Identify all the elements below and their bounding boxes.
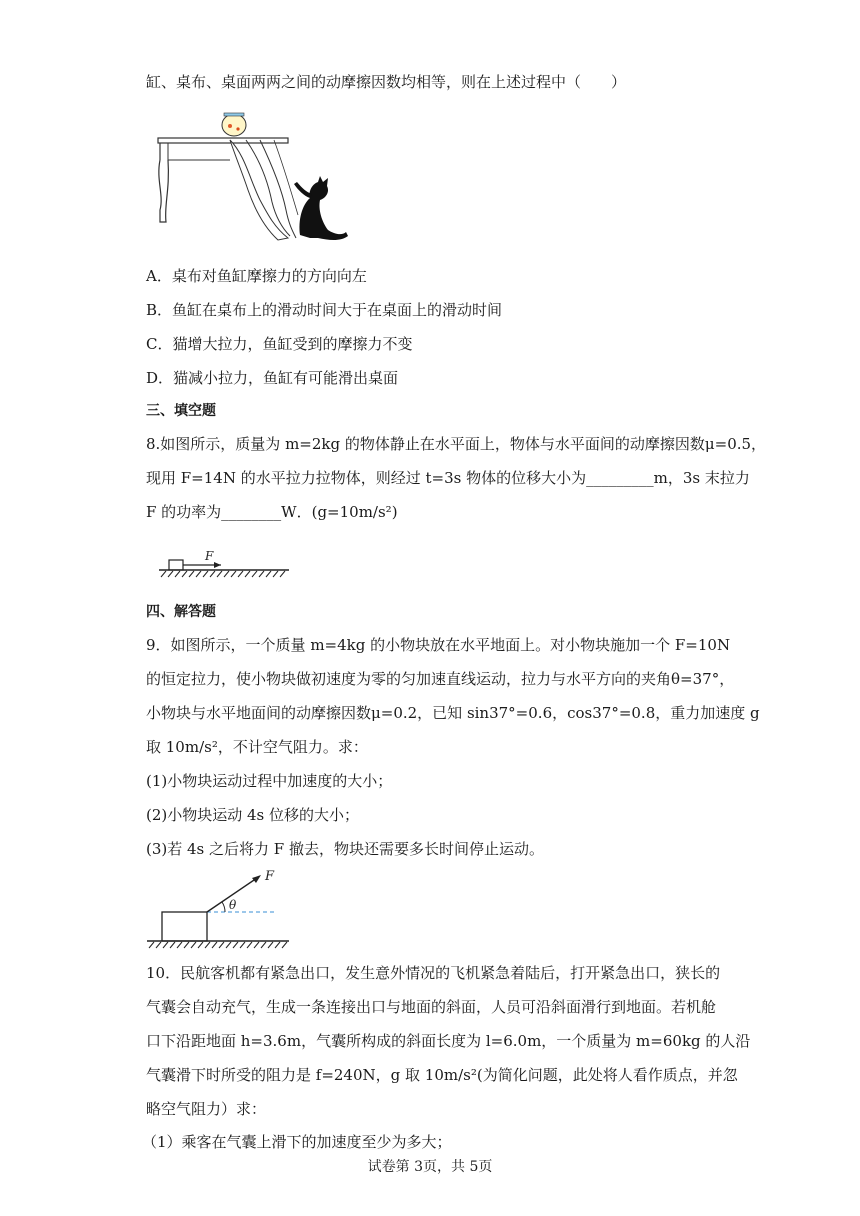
- q8-line-3: F 的功率为________W．(g=10m/s²): [146, 503, 398, 521]
- q8-line-2: 现用 F=14N 的水平拉力拉物体，则经过 t=3s 物体的位移大小为_________m，3s 末拉力: [146, 469, 750, 487]
- q7-option-a: A．桌布对鱼缸摩擦力的方向向左: [146, 267, 367, 285]
- q7-option-b: B．鱼缸在桌布上的滑动时间大于在桌面上的滑动时间: [146, 301, 503, 319]
- q7-option-c: C．猫增大拉力，鱼缸受到的摩擦力不变: [146, 335, 413, 353]
- q10-sub-1: （1）乘客在气囊上滑下的加速度至少为多大；: [142, 1133, 452, 1151]
- q9-sub-1: (1)小物块运动过程中加速度的大小；: [146, 772, 393, 790]
- q9-block-angled-force-figure: [145, 866, 295, 952]
- q8-force-label: F: [205, 549, 214, 563]
- section-4-heading: 四、解答题: [146, 604, 216, 620]
- q9-line-2: 的恒定拉力，使小物块做初速度为零的匀加速直线运动，拉力与水平方向的夹角θ=37°，: [146, 670, 735, 688]
- q10-line-3: 口下沿距地面 h=3.6m，气囊所构成的斜面长度为 l=6.0m，一个质量为 m=60kg 的人沿: [146, 1032, 751, 1050]
- table-fishbowl-cat-figure: [150, 110, 350, 245]
- section-3-heading: 三、填空题: [146, 403, 216, 419]
- q9-line-4: 取 10m/s²，不计空气阻力。求：: [146, 738, 368, 756]
- q8-line-1: 8.如图所示，质量为 m=2kg 的物体静止在水平面上，物体与水平面间的动摩擦因数μ=0.5，: [146, 435, 767, 453]
- q10-line-4: 气囊滑下时所受的阻力是 f=240N，g 取 10m/s²(为简化问题，此处将人看作质点，并忽: [146, 1066, 738, 1084]
- page-footer: 试卷第 3页，共 5页: [367, 1159, 493, 1175]
- q7-stem-end: 缸、桌布、桌面两两之间的动摩擦因数均相等，则在上述过程中（ ）: [146, 73, 627, 91]
- q8-block-force-figure: [155, 548, 295, 582]
- q9-sub-3: (3)若 4s 之后将力 F 撤去，物块还需要多长时间停止运动。: [146, 840, 544, 858]
- q9-angle-label: θ: [229, 898, 237, 912]
- q9-force-label: F: [265, 869, 275, 884]
- q9-line-1: 9．如图所示，一个质量 m=4kg 的小物块放在水平地面上。对小物块施加一个 F=10N: [146, 636, 731, 654]
- q9-sub-2: (2)小物块运动 4s 位移的大小；: [146, 806, 360, 824]
- q9-line-3: 小物块与水平地面间的动摩擦因数μ=0.2，已知 sin37°=0.6，cos37°=0.8，重力加速度 g: [146, 704, 760, 722]
- q10-line-2: 气囊会自动充气，生成一条连接出口与地面的斜面，人员可沿斜面滑行到地面。若机舱: [146, 998, 717, 1016]
- q7-option-d: D．猫减小拉力，鱼缸有可能滑出桌面: [146, 369, 399, 387]
- q10-line-5: 略空气阻力）求：: [146, 1100, 267, 1118]
- q10-line-1: 10．民航客机都有紧急出口，发生意外情况的飞机紧急着陆后，打开紧急出口，狭长的: [146, 964, 721, 982]
